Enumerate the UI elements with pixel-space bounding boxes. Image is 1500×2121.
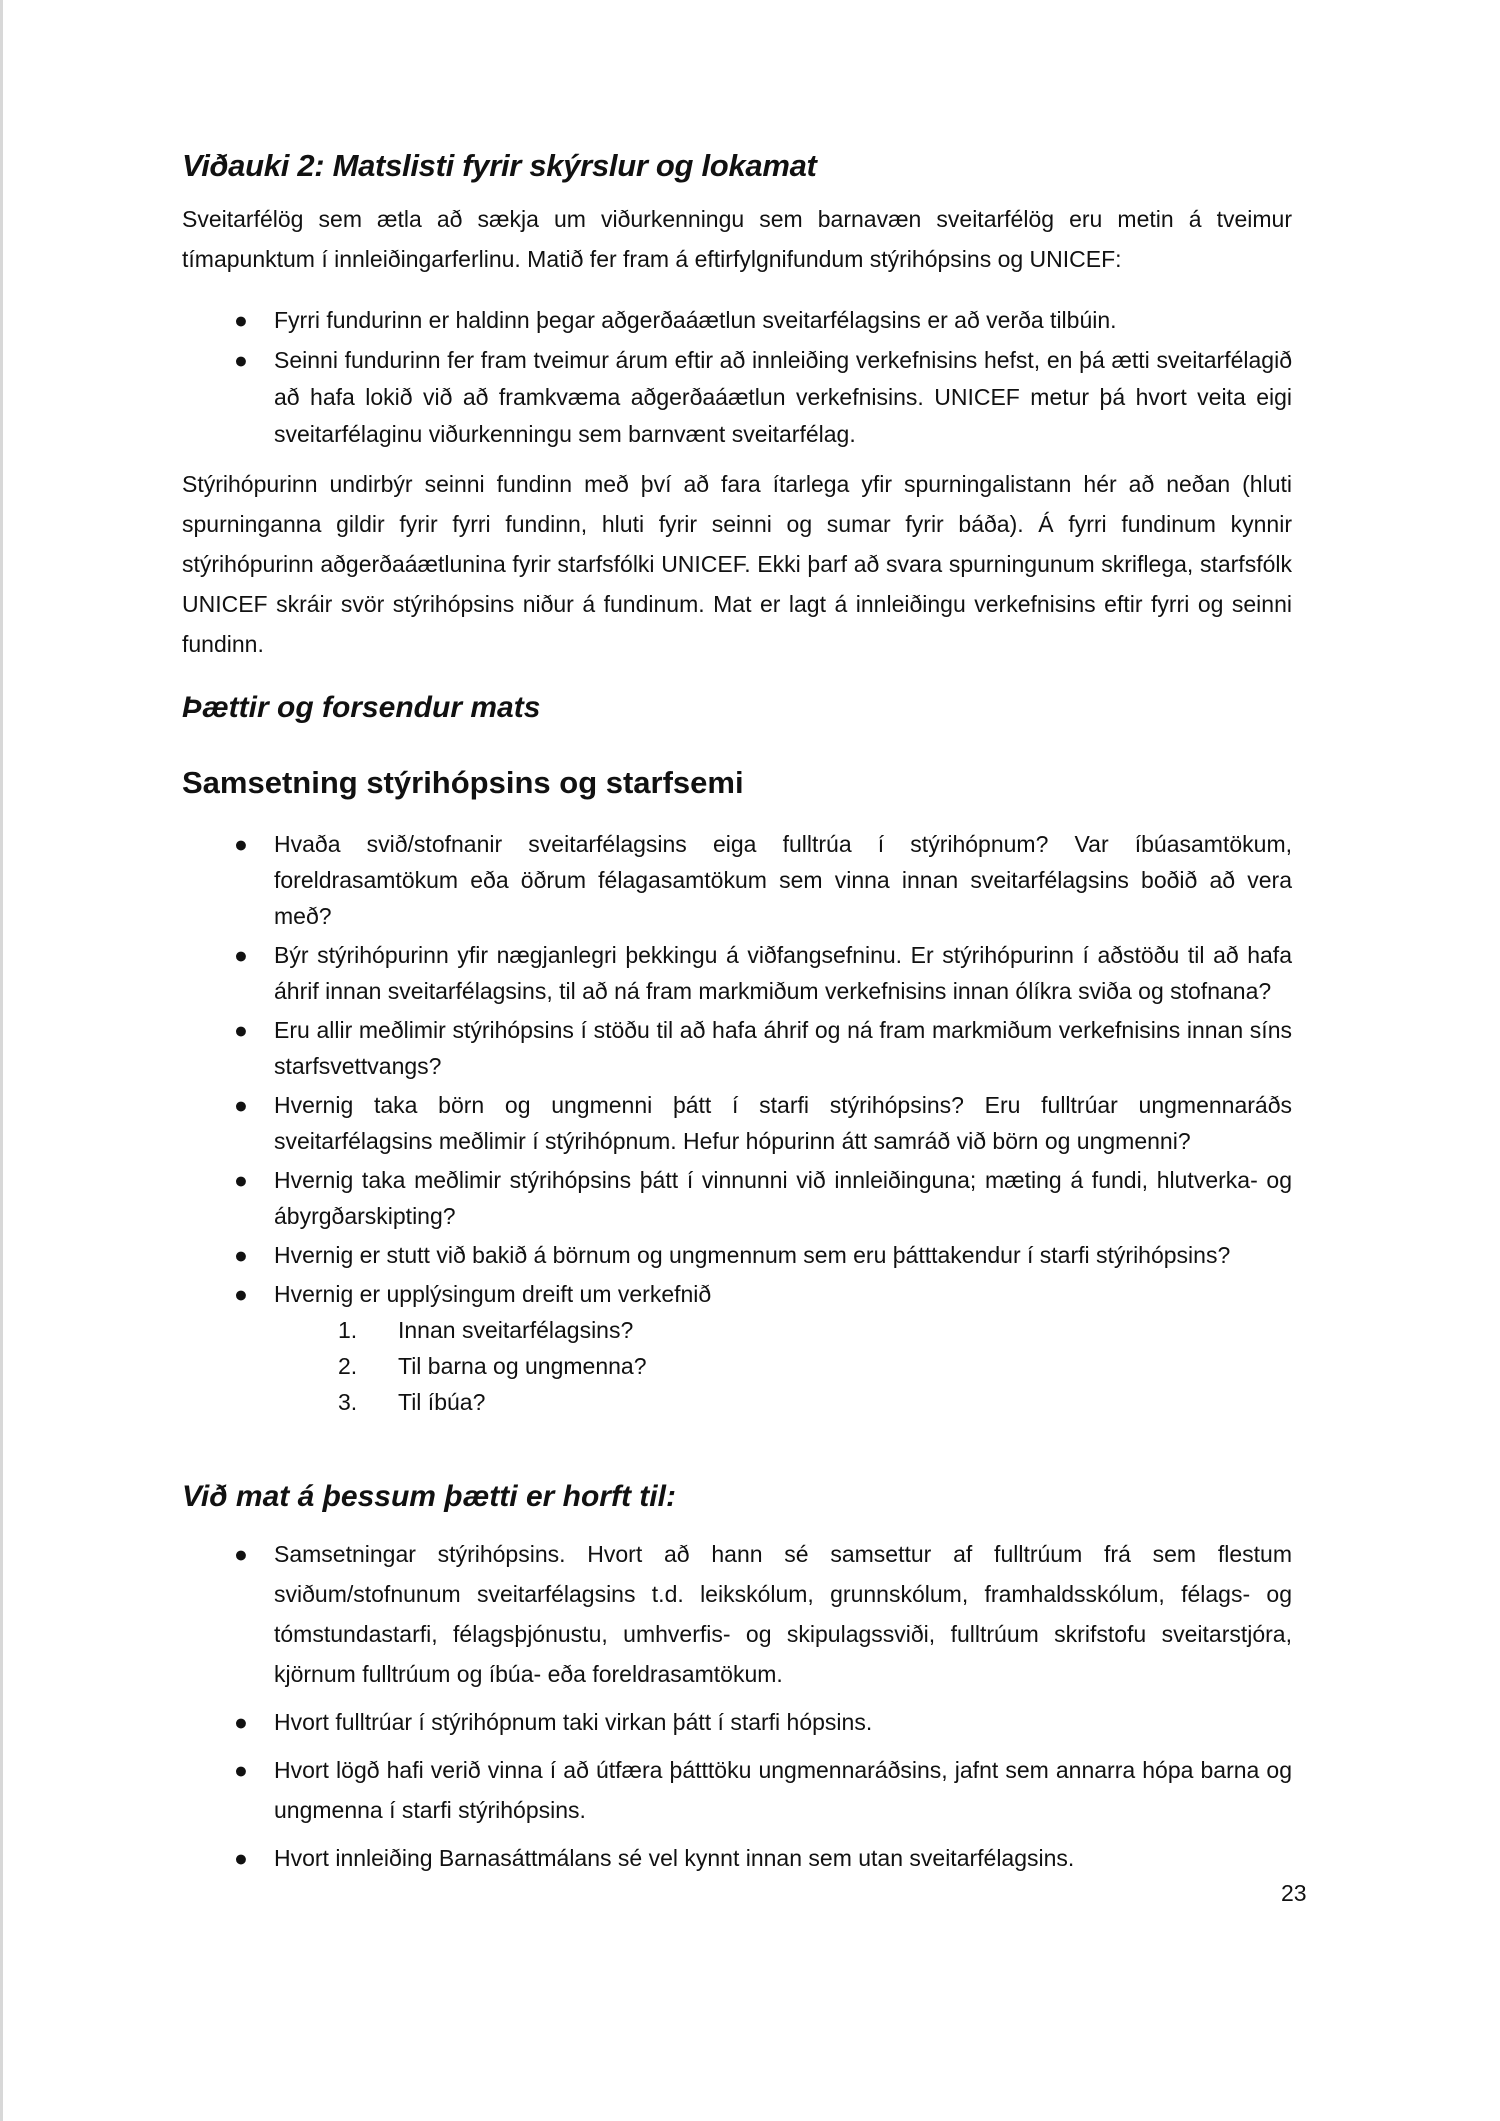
bullet-icon: ● bbox=[234, 831, 248, 857]
evaluation-heading: Við mat á þessum þætti er horft til: bbox=[182, 1480, 676, 1513]
distribution-sublist bbox=[274, 1312, 1292, 1420]
bullet-icon: ● bbox=[234, 1242, 248, 1268]
intro-paragraph: Sveitarfélög sem ætla að sækja um viðurkenningu sem barnavæn sveitarfélög eru metin á tveimur tímapunktum í innleiðingarferlinu. Matið fer fram á eftirfylgnifundum stýrihópsins og UNICEF: bbox=[182, 206, 1292, 272]
list-item: ● Hvort lögð hafi verið vinna í að útfæra þátttöku ungmennaráðsins, jafnt sem annarra hópa barna og ungmenna í starfi stýrihópsins. bbox=[182, 1750, 1292, 1830]
list-item: ● Hvernig er upplýsingum dreift um verkefnið 1. Innan sveitarfélagsins? 2. Til barna og ungmenna? 3. Til íbúa? bbox=[182, 1276, 1292, 1420]
page-edge bbox=[0, 0, 3, 2121]
composition-heading: Samsetning stýrihópsins og starfsemi bbox=[182, 765, 744, 800]
list-item: ● Hvaða svið/stofnanir sveitarfélagsins eiga fulltrúa í stýrihópnum? Var íbúasamtökum, foreldrasamtökum eða öðrum félagasamtökum sem vinna innan sveitarfélagsins boðið að vera með? bbox=[182, 826, 1292, 934]
numbered-item: 1. Innan sveitarfélagsins? bbox=[338, 1317, 634, 1343]
list-item: ● Samsetningar stýrihópsins. Hvort að hann sé samsettur af fulltrúum frá sem flestum sviðum/stofnunum sveitarfélagsins t.d. leikskólum, grunnskólum, framhaldsskólum, félags- og tómstundastarfi, félagsþjónustu, umhverfis- og skipulagssviði, fulltrúum skrifstofu sveitarstjóra, kjörnum fulltrúum og íbúa- eða foreldrasamtökum. bbox=[182, 1534, 1292, 1694]
list-item: ● Hvernig taka börn og ungmenni þátt í starfi stýrihópsins? Eru fulltrúar ungmennaráðs sveitarfélagsins meðlimir í stýrihópnum. Hefur hópurinn átt samráð við börn og ungmenni? bbox=[182, 1087, 1292, 1159]
bullet-icon: ● bbox=[234, 1709, 248, 1735]
list-item: ● Hvort fulltrúar í stýrihópnum taki virkan þátt í starfi hópsins. bbox=[182, 1702, 1292, 1742]
list-item: ● Seinni fundurinn fer fram tveimur árum eftir að innleiðing verkefnisins hefst, en þá ætti sveitarfélagið að hafa lokið við að framkvæma aðgerðaáætlun verkefnisins. UNICEF metur þá hvort veita eigi sveitarfélaginu viðurkenningu sem barnvænt sveitarfélag. bbox=[182, 342, 1292, 453]
bullet-icon: ● bbox=[234, 1092, 248, 1118]
bullet-icon: ● bbox=[234, 307, 248, 333]
factors-heading: Þættir og forsendur mats bbox=[182, 691, 541, 724]
appendix-heading: Viðauki 2: Matslisti fyrir skýrslur og lokamat bbox=[182, 148, 817, 183]
bullet-icon: ● bbox=[234, 1845, 248, 1871]
bullet-icon: ● bbox=[234, 1541, 248, 1567]
evaluation-criteria-list bbox=[182, 1534, 1292, 1886]
list-item: ● Eru allir meðlimir stýrihópsins í stöðu til að hafa áhrif og ná fram markmiðum verkefnisins innan síns starfsvettvangs? bbox=[182, 1012, 1292, 1084]
composition-questions-list bbox=[182, 826, 1292, 1423]
bullet-icon: ● bbox=[234, 942, 248, 968]
bullet-icon: ● bbox=[234, 347, 248, 373]
bullet-icon: ● bbox=[234, 1017, 248, 1043]
meetings-list bbox=[182, 302, 1292, 453]
list-item: ● Hvernig er stutt við bakið á börnum og ungmennum sem eru þátttakendur í starfi stýrihópsins? bbox=[182, 1237, 1292, 1273]
bullet-icon: ● bbox=[234, 1167, 248, 1193]
bullet-icon: ● bbox=[234, 1281, 248, 1307]
preparation-paragraph: Stýrihópurinn undirbýr seinni fundinn með því að fara ítarlega yfir spurningalistann hér að neðan (hluti spurninganna gildir fyrir fyrri fundinn, hluti fyrir seinni og sumar fyrir báða). Á fyrri fundinum kynnir stýrihópurinn aðgerðaáætlunina fyrir starfsfólki UNICEF. Ekki þarf að svara spurningunum skriflega, starfsfólk UNICEF skráir svör stýrihópsins niður á fundinum. Mat er lagt á innleiðingu verkefnisins eftir fyrri og seinni fundinn. bbox=[182, 471, 1292, 657]
list-item: ● Býr stýrihópurinn yfir nægjanlegri þekkingu á viðfangsefninu. Er stýrihópurinn í aðstöðu til að hafa áhrif innan sveitarfélagsins, til að ná fram markmiðum verkefnisins innan ólíkra sviða og stofnana? bbox=[182, 937, 1292, 1009]
list-item: ● Hvernig taka meðlimir stýrihópsins þátt í vinnunni við innleiðinguna; mæting á fundi, hlutverka- og ábyrgðarskipting? bbox=[182, 1162, 1292, 1234]
list-item: ● Hvort innleiðing Barnasáttmálans sé vel kynnt innan sem utan sveitarfélagsins. bbox=[182, 1838, 1292, 1878]
numbered-item: 2. Til barna og ungmenna? bbox=[338, 1353, 647, 1379]
list-item: ● Fyrri fundurinn er haldinn þegar aðgerðaáætlun sveitarfélagsins er að verða tilbúin. bbox=[182, 302, 1292, 339]
numbered-item: 3. Til íbúa? bbox=[338, 1389, 486, 1415]
page-number: 23 bbox=[1281, 1880, 1307, 1906]
bullet-icon: ● bbox=[234, 1757, 248, 1783]
